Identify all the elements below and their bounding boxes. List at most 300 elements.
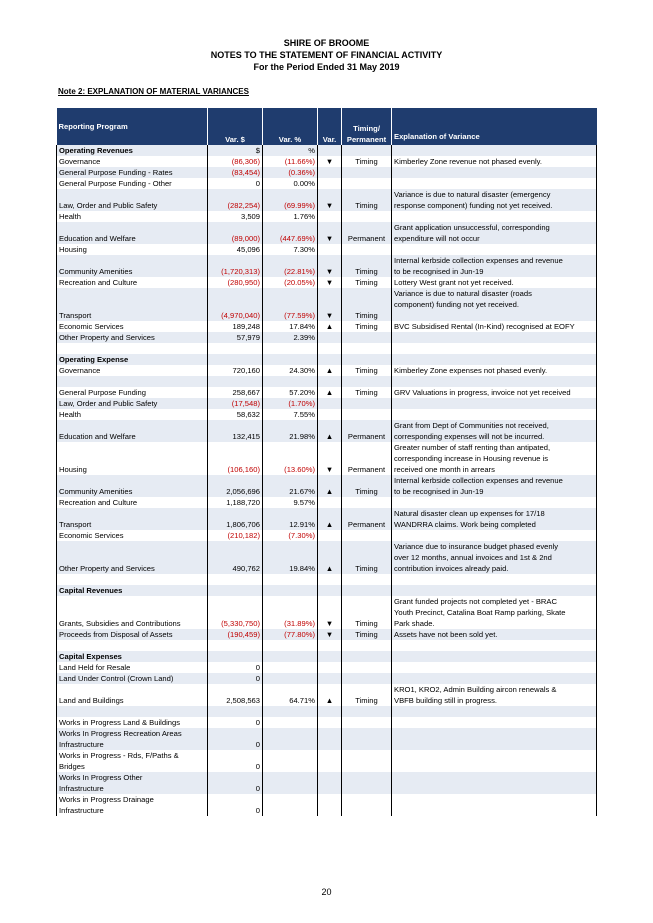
- program-cell: [57, 156, 208, 167]
- program-text: Land Under Control (Crown Land): [59, 674, 174, 683]
- var-cell: [318, 178, 342, 189]
- timing-cell-text: Permanent: [347, 520, 386, 529]
- timing-cell-text: Permanent: [347, 465, 386, 474]
- program-line: Bridges: [59, 762, 85, 771]
- var-pct-cell-text: (447.69%): [279, 234, 315, 243]
- timing-cell: [342, 585, 392, 596]
- var-dollar-cell: [208, 420, 263, 442]
- timing-cell: [342, 376, 392, 387]
- program-cell: [57, 288, 208, 321]
- var-dollar-cell: [208, 321, 263, 332]
- blank-row: [57, 706, 597, 717]
- program-cell: [57, 222, 208, 244]
- timing-cell-text: Timing: [355, 487, 378, 496]
- var-pct-cell-text: %: [308, 146, 315, 155]
- program-cell: [57, 398, 208, 409]
- var-dollar-cell: [208, 673, 263, 684]
- explanation-line: Assets have not been sold yet.: [394, 630, 498, 639]
- var-cell: [318, 640, 342, 651]
- var-dollar-cell: [208, 728, 263, 750]
- variance-up-icon-text: ▲: [325, 520, 334, 529]
- var-pct-cell: [263, 497, 318, 508]
- var-pct-cell-text: 0.00%: [293, 179, 315, 188]
- page-number: 20: [321, 887, 332, 897]
- var-pct-cell-text: 24.30%: [289, 366, 315, 375]
- explanation-cell: [392, 706, 597, 717]
- var-pct-cell: [263, 541, 318, 574]
- section-row: [57, 585, 597, 596]
- explanation-cell: [392, 640, 597, 651]
- var-dollar-cell-text: 2,056,696: [226, 487, 260, 496]
- timing-cell-text: Timing: [355, 201, 378, 210]
- table-row: [57, 365, 597, 376]
- program-text: Land Held for Resale: [59, 663, 131, 672]
- explanation-line: response component) funding not yet received.: [394, 201, 553, 210]
- table-row: [57, 387, 597, 398]
- var-dollar-cell: [208, 717, 263, 728]
- explanation-line: corresponding expenses will not be incurred.: [394, 432, 545, 441]
- timing-cell: [342, 321, 392, 332]
- variance-up-icon: [318, 420, 342, 442]
- variance-table-body: [57, 145, 597, 816]
- report-title: NOTES TO THE STATEMENT OF FINANCIAL ACTIVITY: [210, 50, 443, 60]
- table-row: [57, 541, 597, 574]
- explanation-cell: [392, 398, 597, 409]
- var-dollar-cell-text: 0: [255, 740, 260, 749]
- program-cell: [57, 640, 208, 651]
- variance-up-icon-text: ▲: [325, 322, 334, 331]
- timing-cell: [342, 244, 392, 255]
- program-cell: [57, 332, 208, 343]
- program-cell: [57, 189, 208, 211]
- explanation-cell: [392, 332, 597, 343]
- program-line: Infrastructure: [59, 806, 104, 815]
- var-cell: [318, 530, 342, 541]
- explanation-cell: [392, 365, 597, 376]
- program-text: Recreation and Culture: [59, 498, 138, 507]
- table-row: [57, 662, 597, 673]
- table-row: [57, 277, 597, 288]
- col-var-pct-header: Var. %: [263, 108, 318, 145]
- var-dollar-cell: [208, 365, 263, 376]
- var-dollar-cell-text: (83,454): [231, 168, 260, 177]
- variance-down-icon: [318, 442, 342, 475]
- program-text: Health: [59, 212, 81, 221]
- timing-cell: [342, 211, 392, 222]
- variance-up-icon-text: ▲: [325, 564, 334, 573]
- timing-cell-text: Timing: [355, 311, 378, 320]
- timing-cell: [342, 277, 392, 288]
- table-row: [57, 728, 597, 750]
- program-text: Governance: [59, 157, 101, 166]
- explanation-line: Variance is due to natural disaster (emergency: [394, 190, 551, 199]
- program-cell: [57, 244, 208, 255]
- table-row: [57, 673, 597, 684]
- program-cell: [57, 508, 208, 530]
- table-row: [57, 475, 597, 497]
- var-dollar-cell: [208, 211, 263, 222]
- var-pct-cell: [263, 750, 318, 772]
- note-title: Note 2: EXPLANATION OF MATERIAL VARIANCES: [58, 87, 249, 96]
- var-dollar-cell: [208, 222, 263, 244]
- timing-cell: [342, 673, 392, 684]
- table-row: [57, 497, 597, 508]
- explanation-cell: [392, 189, 597, 211]
- program-text: Governance: [59, 366, 101, 375]
- var-dollar-cell-text: (1,720,313): [221, 267, 260, 276]
- program-cell: [57, 750, 208, 772]
- var-dollar-cell: [208, 475, 263, 497]
- var-pct-cell-text: (31.89%): [284, 619, 315, 628]
- var-pct-cell: [263, 156, 318, 167]
- timing-cell-text: Timing: [355, 267, 378, 276]
- var-pct-cell: [263, 574, 318, 585]
- var-dollar-cell: [208, 189, 263, 211]
- var-pct-cell: [263, 145, 318, 156]
- explanation-line: to be recognised in Jun-19: [394, 267, 484, 276]
- var-dollar-cell: [208, 387, 263, 398]
- timing-cell: [342, 365, 392, 376]
- var-dollar-cell-text: 490,762: [232, 564, 260, 573]
- timing-cell-text: Timing: [355, 157, 378, 166]
- var-dollar-cell-text: 0: [255, 663, 260, 672]
- var-pct-cell: [263, 442, 318, 475]
- var-dollar-cell-text: (17,548): [231, 399, 260, 408]
- timing-cell: [342, 772, 392, 794]
- explanation-cell: [392, 178, 597, 189]
- timing-cell-text: Timing: [355, 278, 378, 287]
- program-cell: [57, 255, 208, 277]
- timing-cell-text: Permanent: [347, 234, 386, 243]
- section-row: [57, 145, 597, 156]
- timing-cell: [342, 178, 392, 189]
- program-cell: [57, 178, 208, 189]
- var-dollar-cell-text: 0: [255, 718, 260, 727]
- explanation-cell: [392, 387, 597, 398]
- var-dollar-cell: [208, 508, 263, 530]
- program-text: General Purpose Funding - Rates: [59, 168, 173, 177]
- table-row: [57, 244, 597, 255]
- var-dollar-cell: [208, 343, 263, 354]
- explanation-cell: [392, 222, 597, 244]
- var-cell: [318, 772, 342, 794]
- explanation-cell: [392, 354, 597, 365]
- var-dollar-cell: [208, 398, 263, 409]
- program-cell: [57, 145, 208, 156]
- explanation-line: BVC Subsidised Rental (In-Kind) recognised at EOFY: [394, 322, 575, 331]
- var-dollar-cell-text: (89,000): [231, 234, 260, 243]
- var-pct-cell-text: 12.91%: [289, 520, 315, 529]
- timing-cell: [342, 717, 392, 728]
- var-dollar-cell-text: 0: [255, 806, 260, 815]
- var-dollar-cell-text: 720,160: [232, 366, 260, 375]
- variance-up-icon: [318, 684, 342, 706]
- program-text: Education and Welfare: [59, 432, 136, 441]
- var-dollar-cell-text: 189,248: [232, 322, 260, 331]
- var-dollar-cell: [208, 750, 263, 772]
- table-row: [57, 629, 597, 640]
- var-pct-cell-text: 64.71%: [289, 696, 315, 705]
- col-timing-header: Timing/ Permanent: [342, 108, 392, 145]
- timing-cell: [342, 189, 392, 211]
- table-row: [57, 332, 597, 343]
- explanation-line: component) funding not yet received.: [394, 300, 519, 309]
- timing-cell: [342, 728, 392, 750]
- program-text: Recreation and Culture: [59, 278, 138, 287]
- var-pct-cell: [263, 662, 318, 673]
- variance-up-icon-text: ▲: [325, 696, 334, 705]
- var-dollar-cell-text: $: [255, 146, 260, 155]
- timing-cell: [342, 222, 392, 244]
- var-pct-cell: [263, 222, 318, 244]
- blank-row: [57, 640, 597, 651]
- variance-down-icon-text: ▼: [325, 278, 334, 287]
- var-dollar-cell: [208, 409, 263, 420]
- explanation-line: [394, 310, 594, 321]
- variance-down-icon-text: ▼: [325, 157, 334, 166]
- table-row: [57, 156, 597, 167]
- table-row: [57, 167, 597, 178]
- var-pct-cell: [263, 167, 318, 178]
- timing-cell-text: Timing: [355, 619, 378, 628]
- var-dollar-cell: [208, 145, 263, 156]
- timing-cell-text: Permanent: [347, 432, 386, 441]
- explanation-line: Kimberley Zone revenue not phased evenly.: [394, 157, 543, 166]
- explanation-cell: [392, 717, 597, 728]
- var-dollar-cell: [208, 596, 263, 629]
- variance-down-icon: [318, 156, 342, 167]
- variance-down-icon-text: ▼: [325, 619, 334, 628]
- blank-row: [57, 343, 597, 354]
- var-dollar-cell: [208, 255, 263, 277]
- var-cell: [318, 706, 342, 717]
- program-cell: [57, 354, 208, 365]
- program-text: Transport: [59, 311, 92, 320]
- var-dollar-cell: [208, 772, 263, 794]
- program-text: Operating Expense: [59, 355, 129, 364]
- timing-cell: [342, 255, 392, 277]
- var-cell: [318, 145, 342, 156]
- var-dollar-cell-text: (106,160): [227, 465, 260, 474]
- variance-down-icon: [318, 277, 342, 288]
- var-dollar-cell: [208, 288, 263, 321]
- var-cell: [318, 409, 342, 420]
- var-cell: [318, 673, 342, 684]
- var-pct-cell: [263, 684, 318, 706]
- timing-cell: [342, 167, 392, 178]
- program-cell: [57, 497, 208, 508]
- col-program-header: Reporting Program: [57, 108, 208, 145]
- program-text: Housing: [59, 465, 87, 474]
- explanation-cell: [392, 288, 597, 321]
- variance-up-icon: [318, 321, 342, 332]
- program-text: Other Property and Services: [59, 333, 155, 342]
- var-dollar-cell: [208, 354, 263, 365]
- program-text: Economic Services: [59, 322, 124, 331]
- var-pct-cell-text: (69.99%): [284, 201, 315, 210]
- timing-cell: [342, 409, 392, 420]
- explanation-line: Greater number of staff renting than antipated,: [394, 443, 551, 452]
- table-row: [57, 211, 597, 222]
- explanation-line: expenditure will not occur: [394, 234, 480, 243]
- var-pct-cell: [263, 376, 318, 387]
- variance-down-icon: [318, 255, 342, 277]
- var-pct-cell-text: (22.81%): [284, 267, 315, 276]
- var-pct-cell: [263, 629, 318, 640]
- variance-down-icon: [318, 189, 342, 211]
- variance-up-icon-text: ▲: [325, 366, 334, 375]
- var-dollar-cell: [208, 706, 263, 717]
- var-pct-cell: [263, 189, 318, 211]
- var-pct-cell: [263, 651, 318, 662]
- variance-down-icon-text: ▼: [325, 267, 334, 276]
- var-dollar-cell-text: (210,182): [227, 531, 260, 540]
- var-pct-cell: [263, 530, 318, 541]
- variance-down-icon: [318, 596, 342, 629]
- explanation-line: contribution invoices already paid.: [394, 564, 509, 573]
- var-dollar-cell-text: 58,632: [236, 410, 260, 419]
- program-text: Health: [59, 410, 81, 419]
- program-text: Law, Order and Public Safety: [59, 399, 158, 408]
- program-cell: [57, 596, 208, 629]
- var-cell: [318, 574, 342, 585]
- var-pct-cell: [263, 332, 318, 343]
- timing-cell: [342, 420, 392, 442]
- var-pct-cell: [263, 365, 318, 376]
- explanation-cell: [392, 145, 597, 156]
- program-cell: [57, 673, 208, 684]
- timing-cell: [342, 156, 392, 167]
- program-cell: [57, 167, 208, 178]
- var-dollar-cell-text: 0: [255, 674, 260, 683]
- program-cell: [57, 343, 208, 354]
- var-pct-cell: [263, 640, 318, 651]
- explanation-line: GRV Valuations in progress, invoice not yet received: [394, 388, 571, 397]
- var-pct-cell-text: 17.84%: [289, 322, 315, 331]
- var-pct-cell: [263, 673, 318, 684]
- program-cell: [57, 706, 208, 717]
- var-cell: [318, 750, 342, 772]
- table-row: [57, 178, 597, 189]
- variance-up-icon-text: ▲: [325, 487, 334, 496]
- var-pct-cell: [263, 178, 318, 189]
- program-text: Proceeds from Disposal of Assets: [59, 630, 173, 639]
- timing-cell: [342, 651, 392, 662]
- explanation-cell: [392, 343, 597, 354]
- var-pct-cell-text: 19.84%: [289, 564, 315, 573]
- variance-down-icon-text: ▼: [325, 630, 334, 639]
- explanation-line: Kimberley Zone expenses not phased evenly.: [394, 366, 548, 375]
- var-pct-cell: [263, 508, 318, 530]
- explanation-cell: [392, 508, 597, 530]
- var-cell: [318, 244, 342, 255]
- timing-cell: [342, 497, 392, 508]
- explanation-cell: [392, 585, 597, 596]
- var-pct-cell: [263, 475, 318, 497]
- program-cell: [57, 321, 208, 332]
- var-pct-cell-text: 7.55%: [293, 410, 315, 419]
- explanation-cell: [392, 662, 597, 673]
- table-row: [57, 684, 597, 706]
- var-dollar-cell: [208, 574, 263, 585]
- var-pct-cell: [263, 772, 318, 794]
- timing-cell-text: Timing: [355, 388, 378, 397]
- var-dollar-cell-text: (5,330,750): [221, 619, 260, 628]
- table-row: [57, 530, 597, 541]
- program-cell: [57, 541, 208, 574]
- timing-cell: [342, 354, 392, 365]
- explanation-line: received one month in arrears: [394, 465, 495, 474]
- var-pct-cell: [263, 794, 318, 816]
- variance-up-icon: [318, 541, 342, 574]
- timing-cell: [342, 662, 392, 673]
- program-text: Community Amenities: [59, 267, 133, 276]
- explanation-line: to be recognised in Jun-19: [394, 487, 484, 496]
- var-dollar-cell: [208, 167, 263, 178]
- var-dollar-cell: [208, 156, 263, 167]
- program-text: Transport: [59, 520, 92, 529]
- timing-cell: [342, 750, 392, 772]
- program-line: Works in Progress Drainage: [59, 795, 154, 804]
- program-cell: [57, 387, 208, 398]
- var-cell: [318, 211, 342, 222]
- timing-cell-text: Timing: [355, 630, 378, 639]
- variance-up-icon: [318, 508, 342, 530]
- program-cell: [57, 211, 208, 222]
- timing-cell: [342, 387, 392, 398]
- explanation-cell: [392, 376, 597, 387]
- var-pct-cell-text: (11.66%): [284, 157, 315, 166]
- var-pct-cell: [263, 277, 318, 288]
- var-pct-cell: [263, 596, 318, 629]
- table-row: [57, 398, 597, 409]
- program-cell: [57, 574, 208, 585]
- variance-up-icon: [318, 365, 342, 376]
- var-pct-cell-text: (0.36%): [288, 168, 315, 177]
- var-dollar-cell-text: 2,508,563: [226, 696, 260, 705]
- timing-cell: [342, 629, 392, 640]
- var-cell: [318, 343, 342, 354]
- program-text: Economic Services: [59, 531, 124, 540]
- var-pct-cell-text: (13.60%): [284, 465, 315, 474]
- program-line: Infrastructure: [59, 784, 104, 793]
- var-dollar-cell: [208, 376, 263, 387]
- var-cell: [318, 651, 342, 662]
- explanation-cell: [392, 673, 597, 684]
- var-dollar-cell-text: 45,096: [236, 245, 260, 254]
- program-cell: [57, 277, 208, 288]
- explanation-cell: [392, 728, 597, 750]
- program-text: Operating Revenues: [59, 146, 133, 155]
- explanation-cell: [392, 211, 597, 222]
- timing-cell: [342, 145, 392, 156]
- program-text: Grants, Subsidies and Contributions: [59, 619, 181, 628]
- var-dollar-cell-text: (4,970,040): [221, 311, 260, 320]
- explanation-line: Variance is due to natural disaster (roads: [394, 289, 532, 298]
- var-pct-cell: [263, 343, 318, 354]
- var-pct-cell: [263, 255, 318, 277]
- explanation-line: Lottery West grant not yet received.: [394, 278, 514, 287]
- program-cell: [57, 475, 208, 497]
- program-line: Works in Progress - Rds, F/Paths &: [59, 751, 179, 760]
- table-row: [57, 596, 597, 629]
- var-dollar-cell: [208, 640, 263, 651]
- program-text: Land and Buildings: [59, 696, 124, 705]
- explanation-cell: [392, 772, 597, 794]
- var-cell: [318, 398, 342, 409]
- timing-cell: [342, 332, 392, 343]
- explanation-cell: [392, 684, 597, 706]
